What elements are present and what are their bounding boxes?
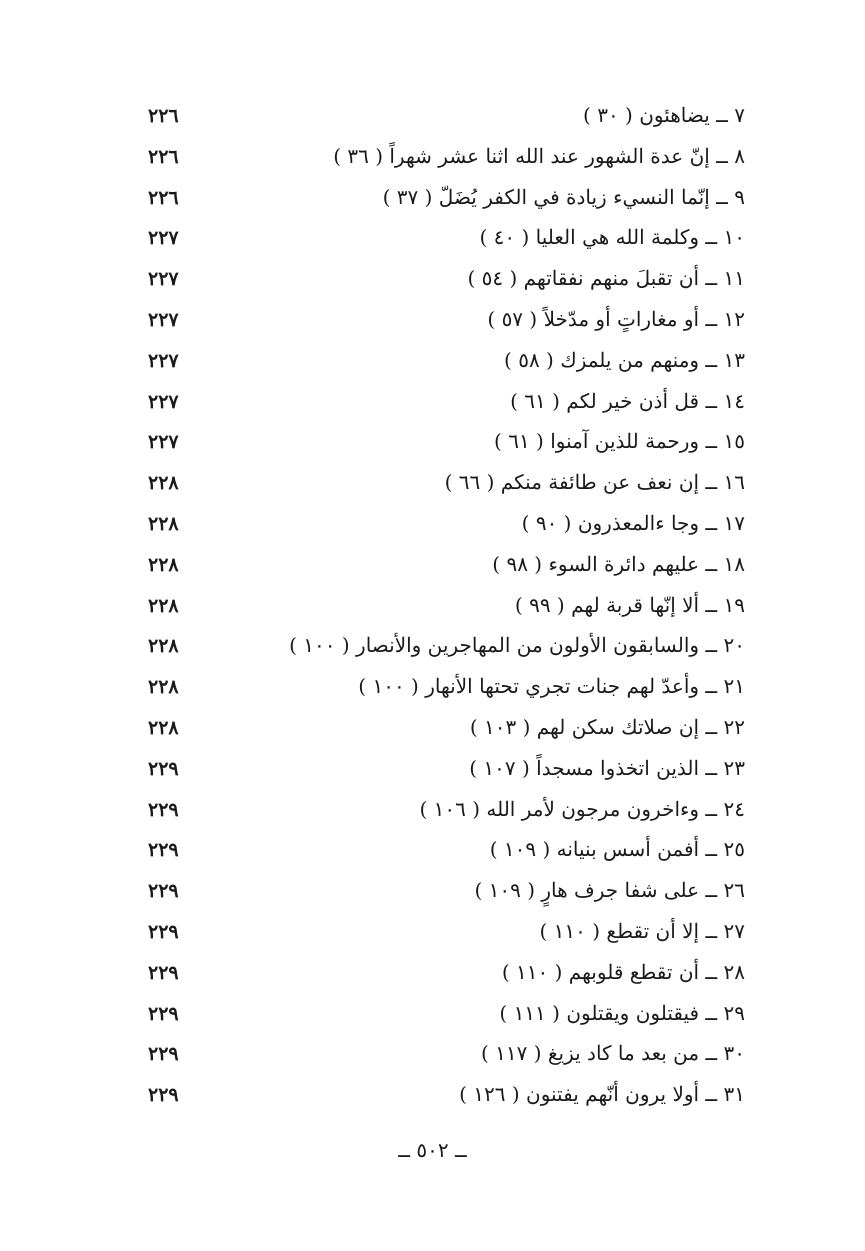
entry-text: ٢٠ ــ والسابقون الأولون من المهاجرين والأنصار ( ١٠٠ ) <box>289 633 745 658</box>
index-list <box>130 97 745 1117</box>
index-entry <box>130 505 745 546</box>
entry-text: ٢٧ ــ إلا أن تقطع ( ١١٠ ) <box>539 918 745 943</box>
entry-page-number: ٢٢٨ <box>148 472 179 495</box>
entry-page-number: ٢٢٦ <box>148 186 179 209</box>
index-entry <box>130 831 745 872</box>
index-entry <box>130 750 745 791</box>
entry-text: ١٩ ــ ألا إنّها قربة لهم ( ٩٩ ) <box>514 592 745 617</box>
entry-text: ٧ ــ يضاهئون ( ٣٠ ) <box>583 103 745 127</box>
entry-page-number: ٢٢٧ <box>148 308 179 331</box>
entry-page-number: ٢٢٩ <box>148 1084 179 1107</box>
index-entry <box>130 709 745 750</box>
entry-page-number: ٢٢٨ <box>148 512 179 535</box>
entry-text: ٢٣ ــ الذين اتخذوا مسجداً ( ١٠٧ ) <box>469 755 745 780</box>
entry-text: ١٠ ــ وكلمة الله هي العليا ( ٤٠ ) <box>479 225 745 250</box>
entry-page-number: ٢٢٩ <box>148 1002 179 1025</box>
entry-page-number: ٢٢٩ <box>148 961 179 984</box>
entry-page-number: ٢٢٩ <box>148 1043 179 1066</box>
index-entry <box>130 546 745 587</box>
entry-text: ١٨ ــ عليهم دائرة السوء ( ٩٨ ) <box>492 551 745 576</box>
entry-text: ١٤ ــ قل أذن خير لكم ( ٦١ ) <box>510 388 745 413</box>
entry-page-number: ٢٢٧ <box>148 227 179 250</box>
index-entry <box>130 1076 745 1117</box>
entry-page-number: ٢٢٨ <box>148 716 179 739</box>
index-entry <box>130 668 745 709</box>
index-entry <box>130 342 745 383</box>
entry-text: ٢٨ ــ أن تقطع قلوبهم ( ١١٠ ) <box>501 959 745 984</box>
index-entry <box>130 97 745 138</box>
entry-text: ١٥ ــ ورحمة للذين آمنوا ( ٦١ ) <box>494 429 745 454</box>
entry-text: ٩ ــ إنّما النسيء زيادة في الكفر يُضَلّ ( ٣٧ ) <box>382 184 745 209</box>
entry-text: ٨ ــ إنّ عدة الشهور عند الله اثنا عشر شهراً ( ٣٦ ) <box>333 143 745 168</box>
entry-text: ٢١ ــ وأعدّ لهم جنات تجري تحتها الأنهار ( ١٠٠ ) <box>358 674 745 699</box>
entry-page-number: ٢٢٨ <box>148 594 179 617</box>
entry-text: ٢٥ ــ أفمن أسس بنيانه ( ١٠٩ ) <box>489 837 745 862</box>
entry-page-number: ٢٢٨ <box>148 553 179 576</box>
entry-text: ١٢ ــ أو مغاراتٍ أو مدّخلاً ( ٥٧ ) <box>487 306 745 331</box>
entry-page-number: ٢٢٦ <box>148 145 179 168</box>
index-entry <box>130 872 745 913</box>
index-entry <box>130 913 745 954</box>
index-entry <box>130 1035 745 1076</box>
entry-text: ١٧ ــ وجا ءالمعذرون ( ٩٠ ) <box>521 510 745 535</box>
index-entry <box>130 995 745 1036</box>
entry-page-number: ٢٢٩ <box>148 798 179 821</box>
entry-page-number: ٢٢٩ <box>148 839 179 862</box>
index-entry <box>130 301 745 342</box>
entry-text: ٣١ ــ أولا يرون أنّهم يفتنون ( ١٢٦ ) <box>459 1082 745 1107</box>
entry-text: ٢٦ ــ على شفا جرف هارٍ ( ١٠٩ ) <box>474 878 745 903</box>
entry-page-number: ٢٢٦ <box>148 105 179 127</box>
index-entry <box>130 219 745 260</box>
entry-page-number: ٢٢٧ <box>148 390 179 413</box>
index-entry <box>130 587 745 628</box>
entry-page-number: ٢٢٩ <box>148 880 179 903</box>
entry-page-number: ٢٢٩ <box>148 757 179 780</box>
index-entry <box>130 791 745 832</box>
entry-page-number: ٢٢٧ <box>148 349 179 372</box>
index-entry <box>130 260 745 301</box>
index-entry <box>130 179 745 220</box>
entry-text: ٢٢ ــ إن صلاتك سكن لهم ( ١٠٣ ) <box>469 714 745 739</box>
entry-text: ١١ ــ أن تقبلَ منهم نفقاتهم ( ٥٤ ) <box>467 266 745 291</box>
index-entry <box>130 383 745 424</box>
entry-text: ٢٤ ــ وءاخرون مرجون لأمر الله ( ١٠٦ ) <box>419 796 745 821</box>
index-entry <box>130 423 745 464</box>
entry-page-number: ٢٢٧ <box>148 431 179 454</box>
index-entry <box>130 464 745 505</box>
entry-text: ١٦ ــ إن نعف عن طائفة منكم ( ٦٦ ) <box>444 470 745 495</box>
entry-page-number: ٢٢٧ <box>148 268 179 291</box>
page-number-footer: ــ ٥٠٢ ــ <box>398 1138 467 1162</box>
entry-page-number: ٢٢٨ <box>148 676 179 699</box>
index-entry <box>130 627 745 668</box>
entry-text: ١٣ ــ ومنهم من يلمزك ( ٥٨ ) <box>504 347 745 372</box>
entry-page-number: ٢٢٨ <box>148 635 179 658</box>
entry-text: ٣٠ ــ من بعد ما كاد يزيغ ( ١١٧ ) <box>480 1041 745 1066</box>
index-entry <box>130 954 745 995</box>
index-entry <box>130 138 745 179</box>
entry-text: ٢٩ ــ فيقتلون ويقتلون ( ١١١ ) <box>499 1000 745 1025</box>
entry-page-number: ٢٢٩ <box>148 920 179 943</box>
